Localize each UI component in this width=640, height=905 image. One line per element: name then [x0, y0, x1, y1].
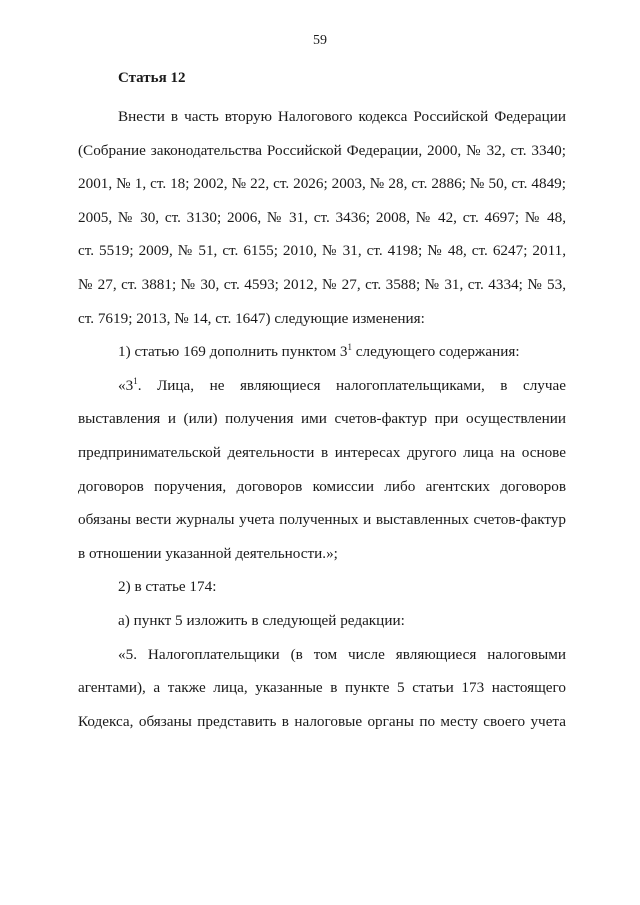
- paragraph-item-1: [78, 335, 566, 369]
- document-body: [78, 100, 566, 738]
- text-line: ст. 5519; 2009, № 51, ст. 6155; 2010, № 31, ст. 4198; № 48, ст. 6247; 2011,: [78, 242, 566, 260]
- text-line: Кодекса, обязаны представить в налоговые органы по месту своего учета: [78, 712, 566, 730]
- text-fragment: следующего содержания:: [351, 343, 520, 361]
- text-fragment: . Лица, не являющиеся налогоплательщиками, в случае: [137, 376, 566, 394]
- paragraph-subitem-a: [78, 604, 566, 638]
- page-number: 59: [313, 33, 327, 48]
- text-line: «5. Налогоплательщики (в том числе являющиеся налоговыми: [118, 645, 566, 663]
- text-line: агентами), а также лица, указанные в пункте 5 статьи 173 настоящего: [78, 679, 566, 697]
- paragraph-quote-5: [78, 638, 566, 739]
- text-line: (Собрание законодательства Российской Федерации, 2000, № 32, ст. 3340;: [78, 141, 566, 159]
- text-line: в отношении указанной деятельности.»;: [78, 544, 338, 562]
- text-line: ст. 7619; 2013, № 14, ст. 1647) следующие изменения:: [78, 309, 425, 327]
- superscript: 1: [133, 375, 138, 386]
- text-line: Внести в часть вторую Налогового кодекса Российской Федерации: [118, 108, 566, 125]
- text-line: 2005, № 30, ст. 3130; 2006, № 31, ст. 3436; 2008, № 42, ст. 4697; № 48,: [78, 208, 566, 226]
- text-line: № 27, ст. 3881; № 30, ст. 4593; 2012, № 27, ст. 3588; № 31, ст. 4334; № 53,: [78, 275, 566, 293]
- text-line: 2001, № 1, ст. 18; 2002, № 22, ст. 2026; 2003, № 28, ст. 2886; № 50, ст. 4849;: [78, 175, 566, 193]
- text-line: договоров поручения, договоров комиссии либо агентских договоров: [78, 477, 566, 495]
- text-line: обязаны вести журналы учета полученных и выставленных счетов-фактур: [78, 511, 566, 529]
- text-line: предпринимательской деятельности в интересах другого лица на основе: [78, 443, 566, 461]
- text-line: [78, 369, 566, 403]
- paragraph-intro: [78, 100, 566, 335]
- text-fragment: «3: [118, 376, 134, 394]
- paragraph-quote-3-1: [78, 369, 566, 571]
- text-line: выставления и (или) получения ими счетов-фактур при осуществлении: [78, 410, 566, 428]
- paragraph-item-2: [78, 570, 566, 604]
- superscript: 1: [347, 342, 352, 353]
- article-heading: Статья 12: [118, 70, 186, 86]
- text-line: 2) в статье 174:: [118, 578, 217, 596]
- text-fragment: 1) статью 169 дополнить пунктом 3: [118, 343, 348, 361]
- text-line: [78, 335, 566, 369]
- text-line: а) пункт 5 изложить в следующей редакции:: [118, 611, 405, 629]
